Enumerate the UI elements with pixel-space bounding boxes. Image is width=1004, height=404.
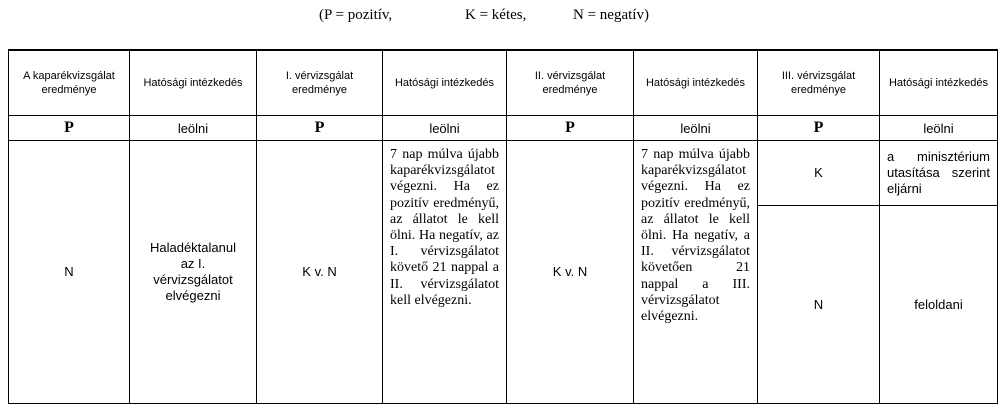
positive-cell: leölni [383,116,507,141]
negative-result-cell: N [9,141,130,404]
doubtful-result-cell: K [758,141,880,206]
legend-line [0,5,1004,25]
header-cell: Hatósági intézkedés [880,50,998,116]
legend-doubtful: K = kétes, [465,7,527,23]
release-action-cell: feloldani [880,206,998,404]
test-results-table [8,49,998,404]
negative-result-cell: N [758,206,880,404]
positive-cell: leölni [130,116,257,141]
positive-cell: P [257,116,383,141]
header-row [9,50,998,116]
legend-positive: (P = pozitív, [319,7,393,23]
header-cell: I. vérvizsgálat eredménye [257,50,383,116]
header-cell: Hatósági intézkedés [130,50,257,116]
doubtful-action-cell: a minisztérium utasítása szerint eljárni [880,141,998,206]
action-cell: Haladéktalanul az I. vérvizsgálatot elvégezni [130,141,257,404]
header-cell: III. vérvizsgálat eredménye [758,50,880,116]
positive-cell: P [9,116,130,141]
legend-negative: N = negatív) [573,7,649,23]
negative-row [9,141,998,206]
header-cell: A kaparékvizsgálat eredménye [9,50,130,116]
result-cell: K v. N [257,141,383,404]
header-cell: Hatósági intézkedés [634,50,758,116]
positive-row [9,116,998,141]
action-cell: 7 nap múlva újabb kaparékvizsgálatot végezni. Ha ez pozitív eredményű, az állatot le kell ölni. Ha negatív, az I. vérvizsgálatot követő 21 nappal a II. vérvizsgálatot kell elvégezni. [383,141,507,404]
header-cell: Hatósági intézkedés [383,50,507,116]
positive-cell: P [507,116,634,141]
header-cell: II. vérvizsgálat eredménye [507,50,634,116]
positive-cell: leölni [634,116,758,141]
positive-cell: leölni [880,116,998,141]
action-cell: 7 nap múlva újabb kaparékvizsgálatot végezni. Ha ez pozitív eredményű, az állatot le kell ölni. Ha negatív, a II. vérvizsgálatot követően 21 nappal a III. vérvizsgálatot elvégezni. [634,141,758,404]
result-cell: K v. N [507,141,634,404]
positive-cell: P [758,116,880,141]
